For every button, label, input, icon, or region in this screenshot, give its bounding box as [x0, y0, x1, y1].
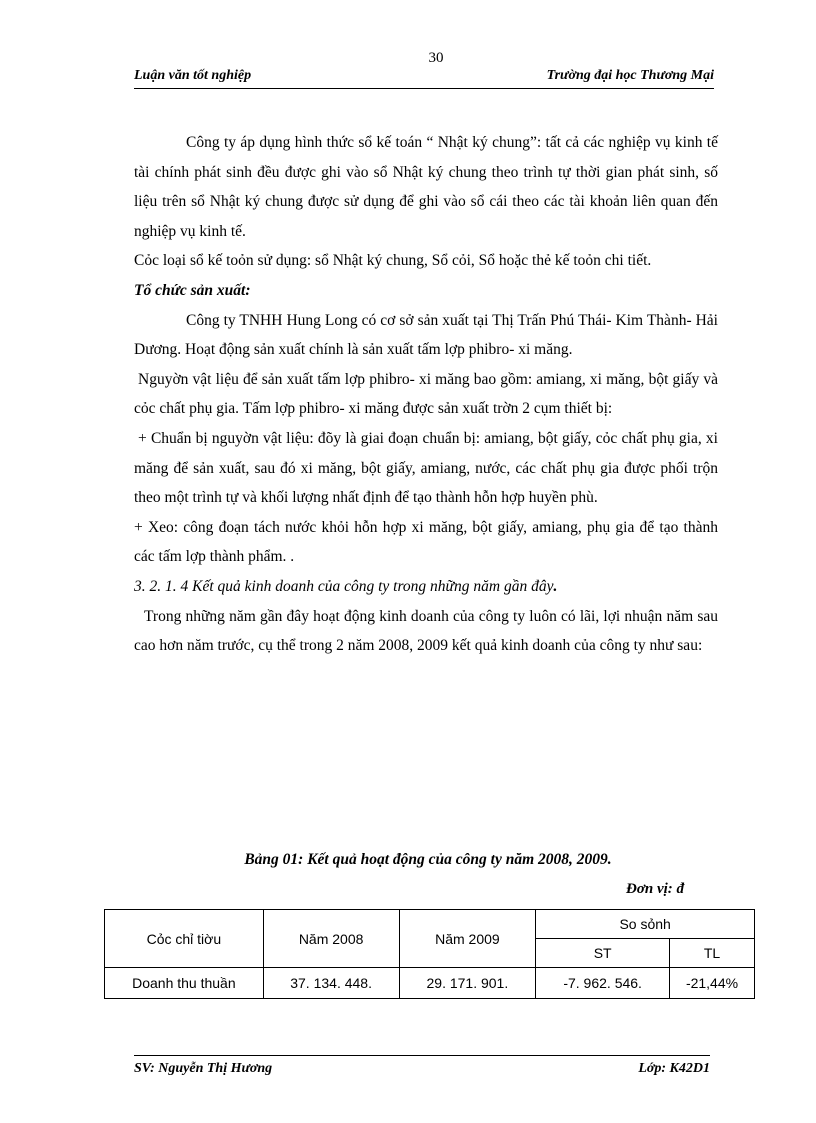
paragraph-ledger-types: Cỏc loại sổ kế toỏn sử dụng: sổ Nhật ký chung, Sổ cỏi, Sổ hoặc thẻ kế toỏn chi tiết.: [134, 252, 652, 270]
cell-tl: -21,44%: [670, 968, 755, 999]
footer-student-name: SV: Nguyễn Thị Hương: [134, 1061, 273, 1076]
results-table: [104, 909, 755, 999]
subsection-heading-business-results: [134, 572, 718, 602]
header-thesis-label: Luận văn tốt nghiệp: [134, 68, 252, 83]
paragraph-accounting-form: Công ty áp dụng hình thức sổ kế toán “ Nhật ký chung”: tất cả các nghiệp vụ kinh tế tài chính phát sinh đều được ghi vào sổ Nhật ký chung theo trình tự thời gian phát sinh, số liệu trên sổ Nhật ký chung được sử dụng để ghi vào sổ cái theo các tài khoản liên quan đến nghiệp vụ kinh tế.: [134, 134, 718, 240]
footer-class: Lớp: K42D1: [638, 1061, 710, 1076]
cell-year-2009: 29. 171. 901.: [399, 968, 536, 999]
table-unit: Đơn vị: đ: [626, 881, 685, 897]
paragraph-business-intro: Trong những năm gần đây hoạt động kinh doanh của công ty luôn có lãi, lợi nhuận năm sau cao hơn năm trước, cụ thể trong 2 năm 2008, 2009 kết quả kinh doanh của công ty như sau:: [134, 607, 718, 655]
header-indicator: Cỏc chỉ tiờu: [105, 910, 264, 968]
cell-year-2008: 37. 134. 448.: [263, 968, 399, 999]
page-number: 30: [428, 50, 444, 66]
document-body: [134, 128, 718, 661]
paragraph-production-facility: Công ty TNHH Hung Long có cơ sở sản xuất tại Thị Trấn Phú Thái- Kim Thành- Hải Dương. Hoạt động sản xuất chính là sản xuất tấm lợp phibro- xi măng.: [134, 311, 718, 359]
header-tl: TL: [670, 939, 755, 968]
header-year-2009: Năm 2009: [399, 910, 536, 968]
subsection-heading-text: 3. 2. 1. 4 Kết quả kinh doanh của công ty trong những năm gần đây: [134, 577, 554, 595]
paragraph-material-prep: + Chuẩn bị nguyờn vật liệu: đõy là giai đoạn chuẩn bị: amiang, bột giấy, cỏc chất phụ gia, xi măng để sản xuất, sau đó xi măng, bột giấy, amiang, nước, các chất phụ gia được phối trộn theo một trình tự và khối lượng nhất định để tạo thành hỗn hợp huyền phù.: [134, 429, 718, 507]
cell-st: -7. 962. 546.: [536, 968, 670, 999]
table-header-row: [105, 910, 755, 939]
section-heading-production: Tổ chức sản xuất:: [134, 281, 251, 299]
page-footer: [134, 1055, 710, 1078]
header-year-2008: Năm 2008: [263, 910, 399, 968]
header-university-label: Trường đại học Thương Mại: [546, 68, 714, 83]
table-row: [105, 968, 755, 999]
table-caption: Bảng 01: Kết quả hoạt động của công ty năm 2008, 2009.: [244, 851, 612, 868]
paragraph-xeo-stage: + Xeo: công đoạn tách nước khỏi hỗn hợp xi măng, bột giấy, amiang, phụ gia để tạo thành các tấm lợp thành phẩm. .: [134, 518, 718, 566]
subsection-heading-period: .: [553, 577, 558, 595]
page-header: [134, 68, 714, 89]
cell-indicator: Doanh thu thuần: [105, 968, 264, 999]
header-comparison: So sỏnh: [536, 910, 755, 939]
header-st: ST: [536, 939, 670, 968]
paragraph-raw-materials: Nguyờn vật liệu để sản xuất tấm lợp phibro- xi măng bao gồm: amiang, xi măng, bột giấy và cỏc chất phụ gia. Tấm lợp phibro- xi măng được sản xuất trờn 2 cụm thiết bị:: [134, 370, 718, 418]
